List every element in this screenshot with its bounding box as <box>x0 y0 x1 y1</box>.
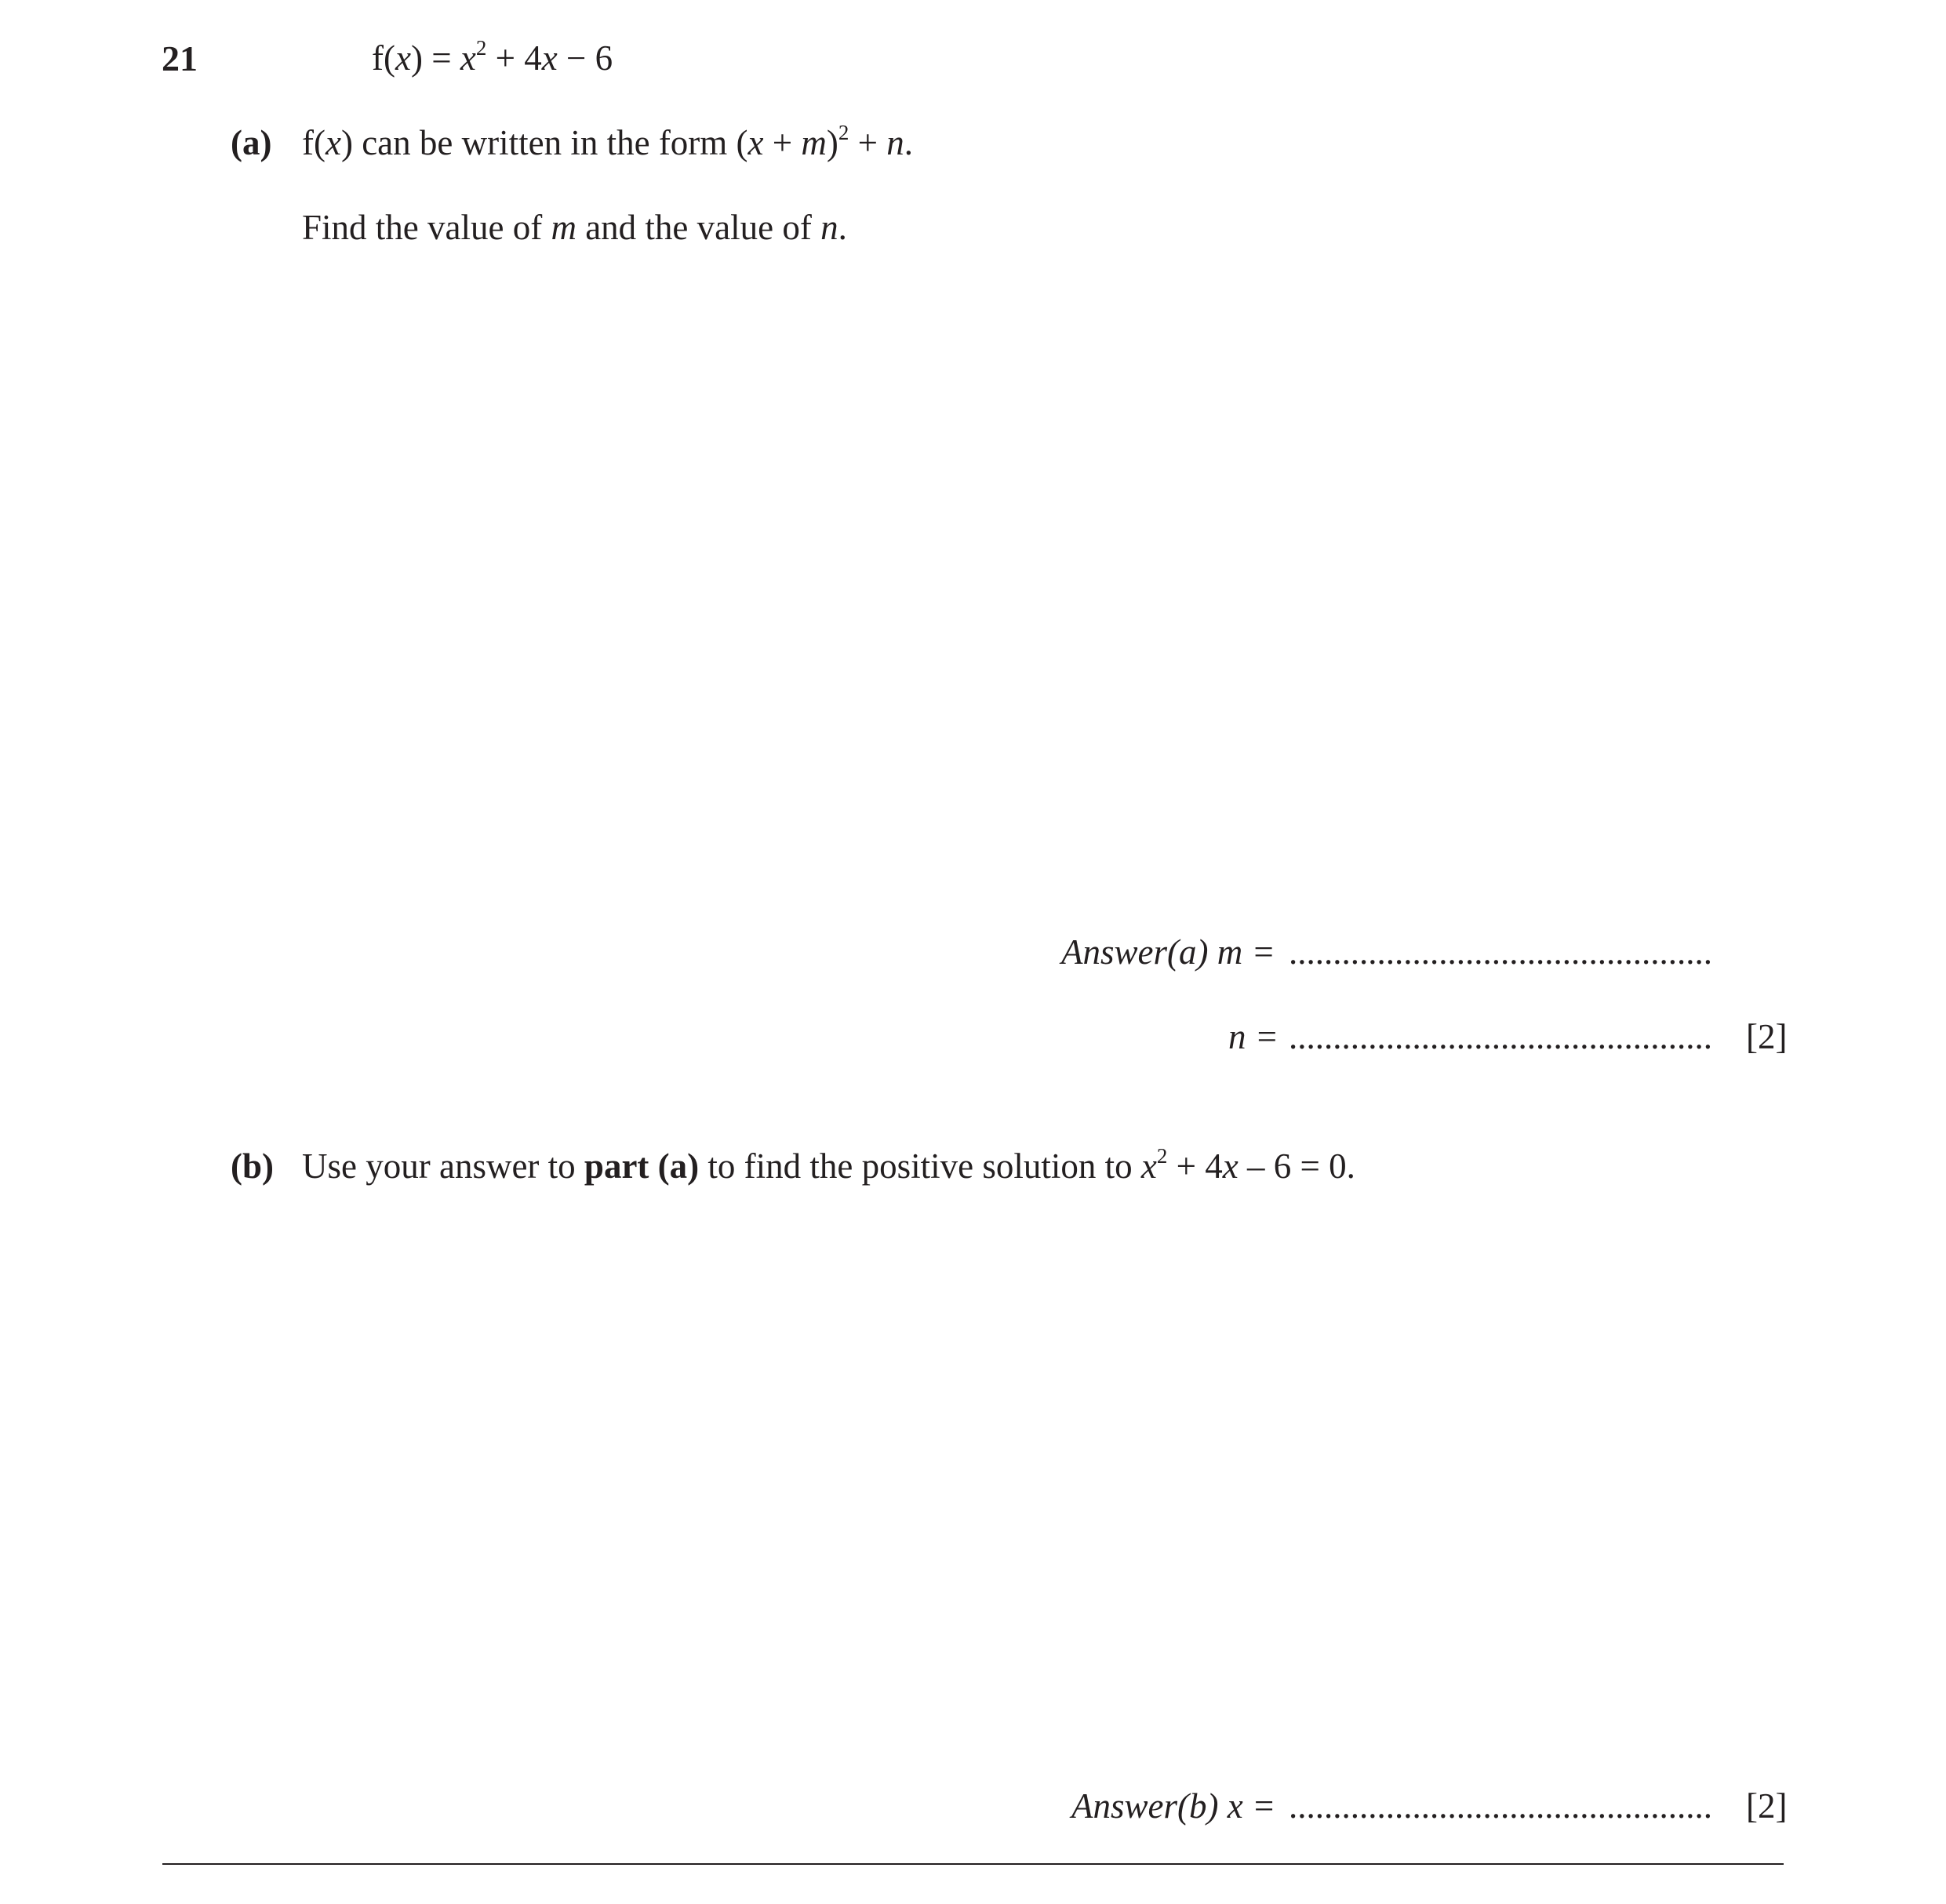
part-b-instruction <box>302 1144 1355 1186</box>
answer-a-m-label: Answer(a) m = <box>1061 932 1275 972</box>
answer-a-n-dots: ................................................ <box>1289 1019 1712 1055</box>
answer-a-n-field[interactable] <box>1289 1019 1719 1061</box>
part-a-marks: [2] <box>1746 1017 1788 1056</box>
bottom-rule <box>162 1863 1784 1865</box>
part-b-instruction-text: Use your answer to part (a) to find the positive solution to $x^2 + 4x - 6 = 0$. <box>302 1144 1355 1186</box>
answer-b-field[interactable] <box>1289 1789 1719 1830</box>
part-b-label: (b) <box>231 1146 274 1186</box>
question-number: 21 <box>162 38 198 78</box>
part-a-label: (a) <box>231 123 272 162</box>
part-a-statement <box>302 121 914 162</box>
answer-a-n-label: n = <box>1228 1017 1279 1056</box>
part-a-statement-text: f(x) can be written in the form $(x + m)^2 + n$. <box>302 121 914 162</box>
function-definition <box>372 36 613 78</box>
part-b-marks: [2] <box>1746 1786 1788 1826</box>
answer-b-dots: ................................................ <box>1289 1789 1712 1824</box>
answer-a-m-dots: ................................................ <box>1289 935 1712 970</box>
answer-b-label: Answer(b) x = <box>1071 1786 1276 1826</box>
part-a-instruction <box>302 210 847 245</box>
part-a-instruction-text: Find the value of m and the value of n. <box>302 208 847 247</box>
answer-a-m-field[interactable] <box>1289 935 1719 976</box>
function-definition-text: $f(x) = x^2 + 4x - 6$ <box>372 36 613 78</box>
